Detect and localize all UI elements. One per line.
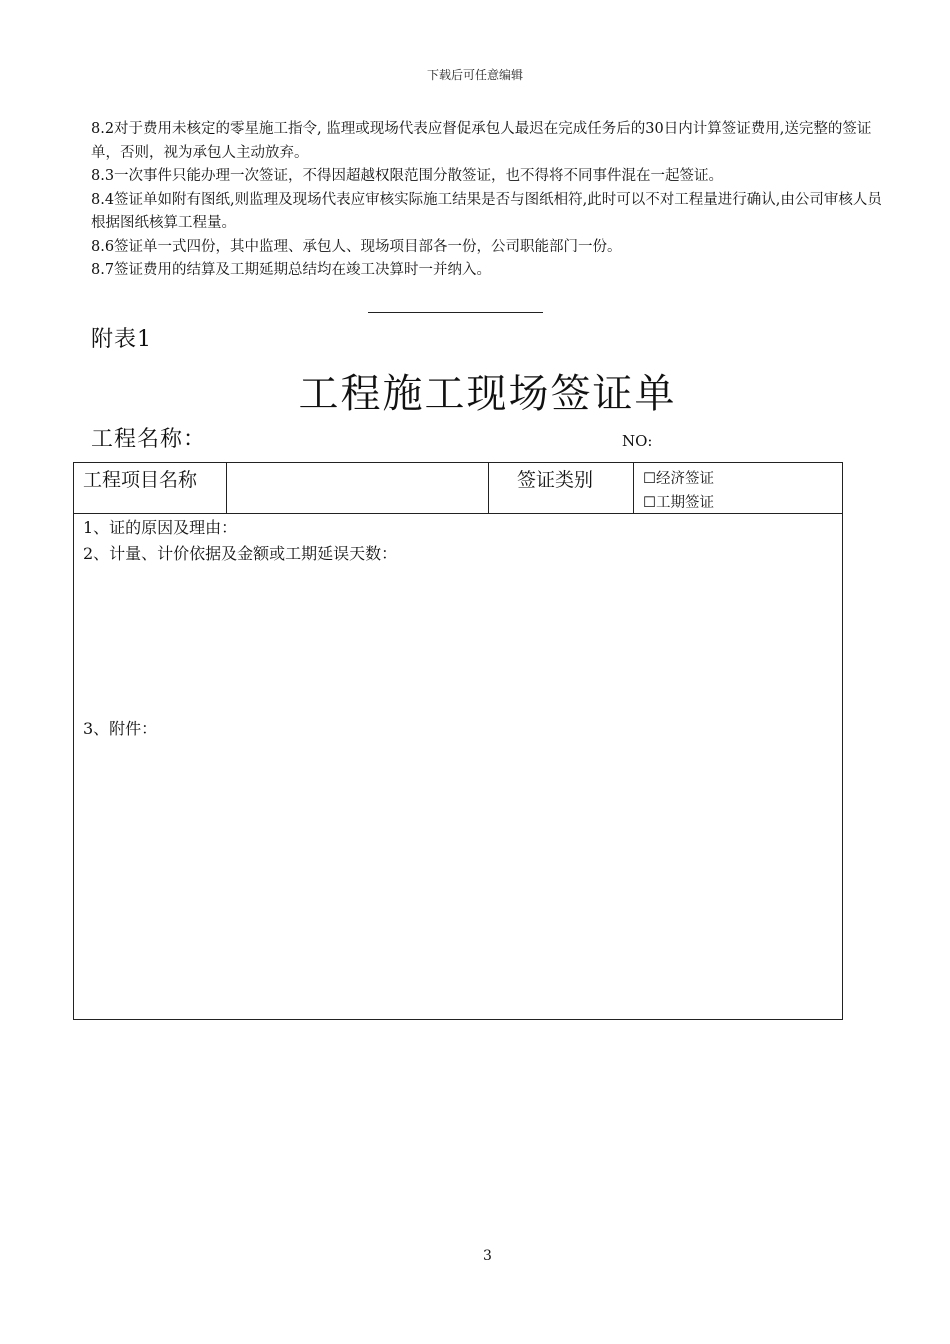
clause-8-3: 8.3一次事件只能办理一次签证，不得因超越权限范围分散签证，也不得将不同事件混在一起签证。 bbox=[91, 168, 724, 184]
section-reason: 1、证的原因及理由： bbox=[83, 518, 238, 537]
checkbox-economic-visa[interactable]: ☐经济签证 bbox=[643, 471, 714, 487]
visa-type-label: 签证类别 bbox=[489, 463, 634, 513]
project-item-label: 工程项目名称 bbox=[74, 463, 227, 513]
clause-8-2: 8.2对于费用未核定的零星施工指令, 监理或现场代表应督促承包人最迟在完成任务后的30日内计算签证费用,送完整的签证单，否则，视为承包人主动放弃。 bbox=[91, 121, 872, 161]
clause-8-7: 8.7签证费用的结算及工期延期总结均在竣工决算时一并纳入。 bbox=[91, 262, 492, 278]
clause-8-4: 8.4签证单如附有图纸,则监理及现场代表应审核实际施工结果是否与图纸相符,此时可以不对工程量进行确认,由公司审核人员根据图纸核算工程量。 bbox=[91, 191, 882, 231]
form-number-label: NO: bbox=[622, 432, 653, 450]
project-name-label: 工程名称： bbox=[91, 427, 207, 452]
project-item-value-field[interactable] bbox=[227, 463, 489, 513]
table-header-row bbox=[74, 463, 842, 514]
section-quantity-pricing: 2、计量、计价依据及金额或工期延误天数： bbox=[83, 544, 398, 563]
visa-type-options bbox=[634, 463, 842, 513]
header-note: 下载后可任意编辑 bbox=[426, 68, 523, 82]
clause-8-6: 8.6签证单一式四份，其中监理、承包人、现场项目部各一份，公司职能部门一份。 bbox=[91, 238, 622, 255]
appendix-label: 附表1 bbox=[91, 327, 152, 352]
page-number: 3 bbox=[483, 1248, 492, 1264]
clauses-section bbox=[91, 118, 891, 283]
visa-form-table bbox=[73, 462, 843, 1020]
divider-line bbox=[368, 312, 543, 313]
checkbox-schedule-visa[interactable]: ☐工期签证 bbox=[643, 495, 714, 511]
section-attachments: 3、附件： bbox=[83, 719, 158, 738]
form-title: 工程施工现场签证单 bbox=[298, 371, 677, 417]
